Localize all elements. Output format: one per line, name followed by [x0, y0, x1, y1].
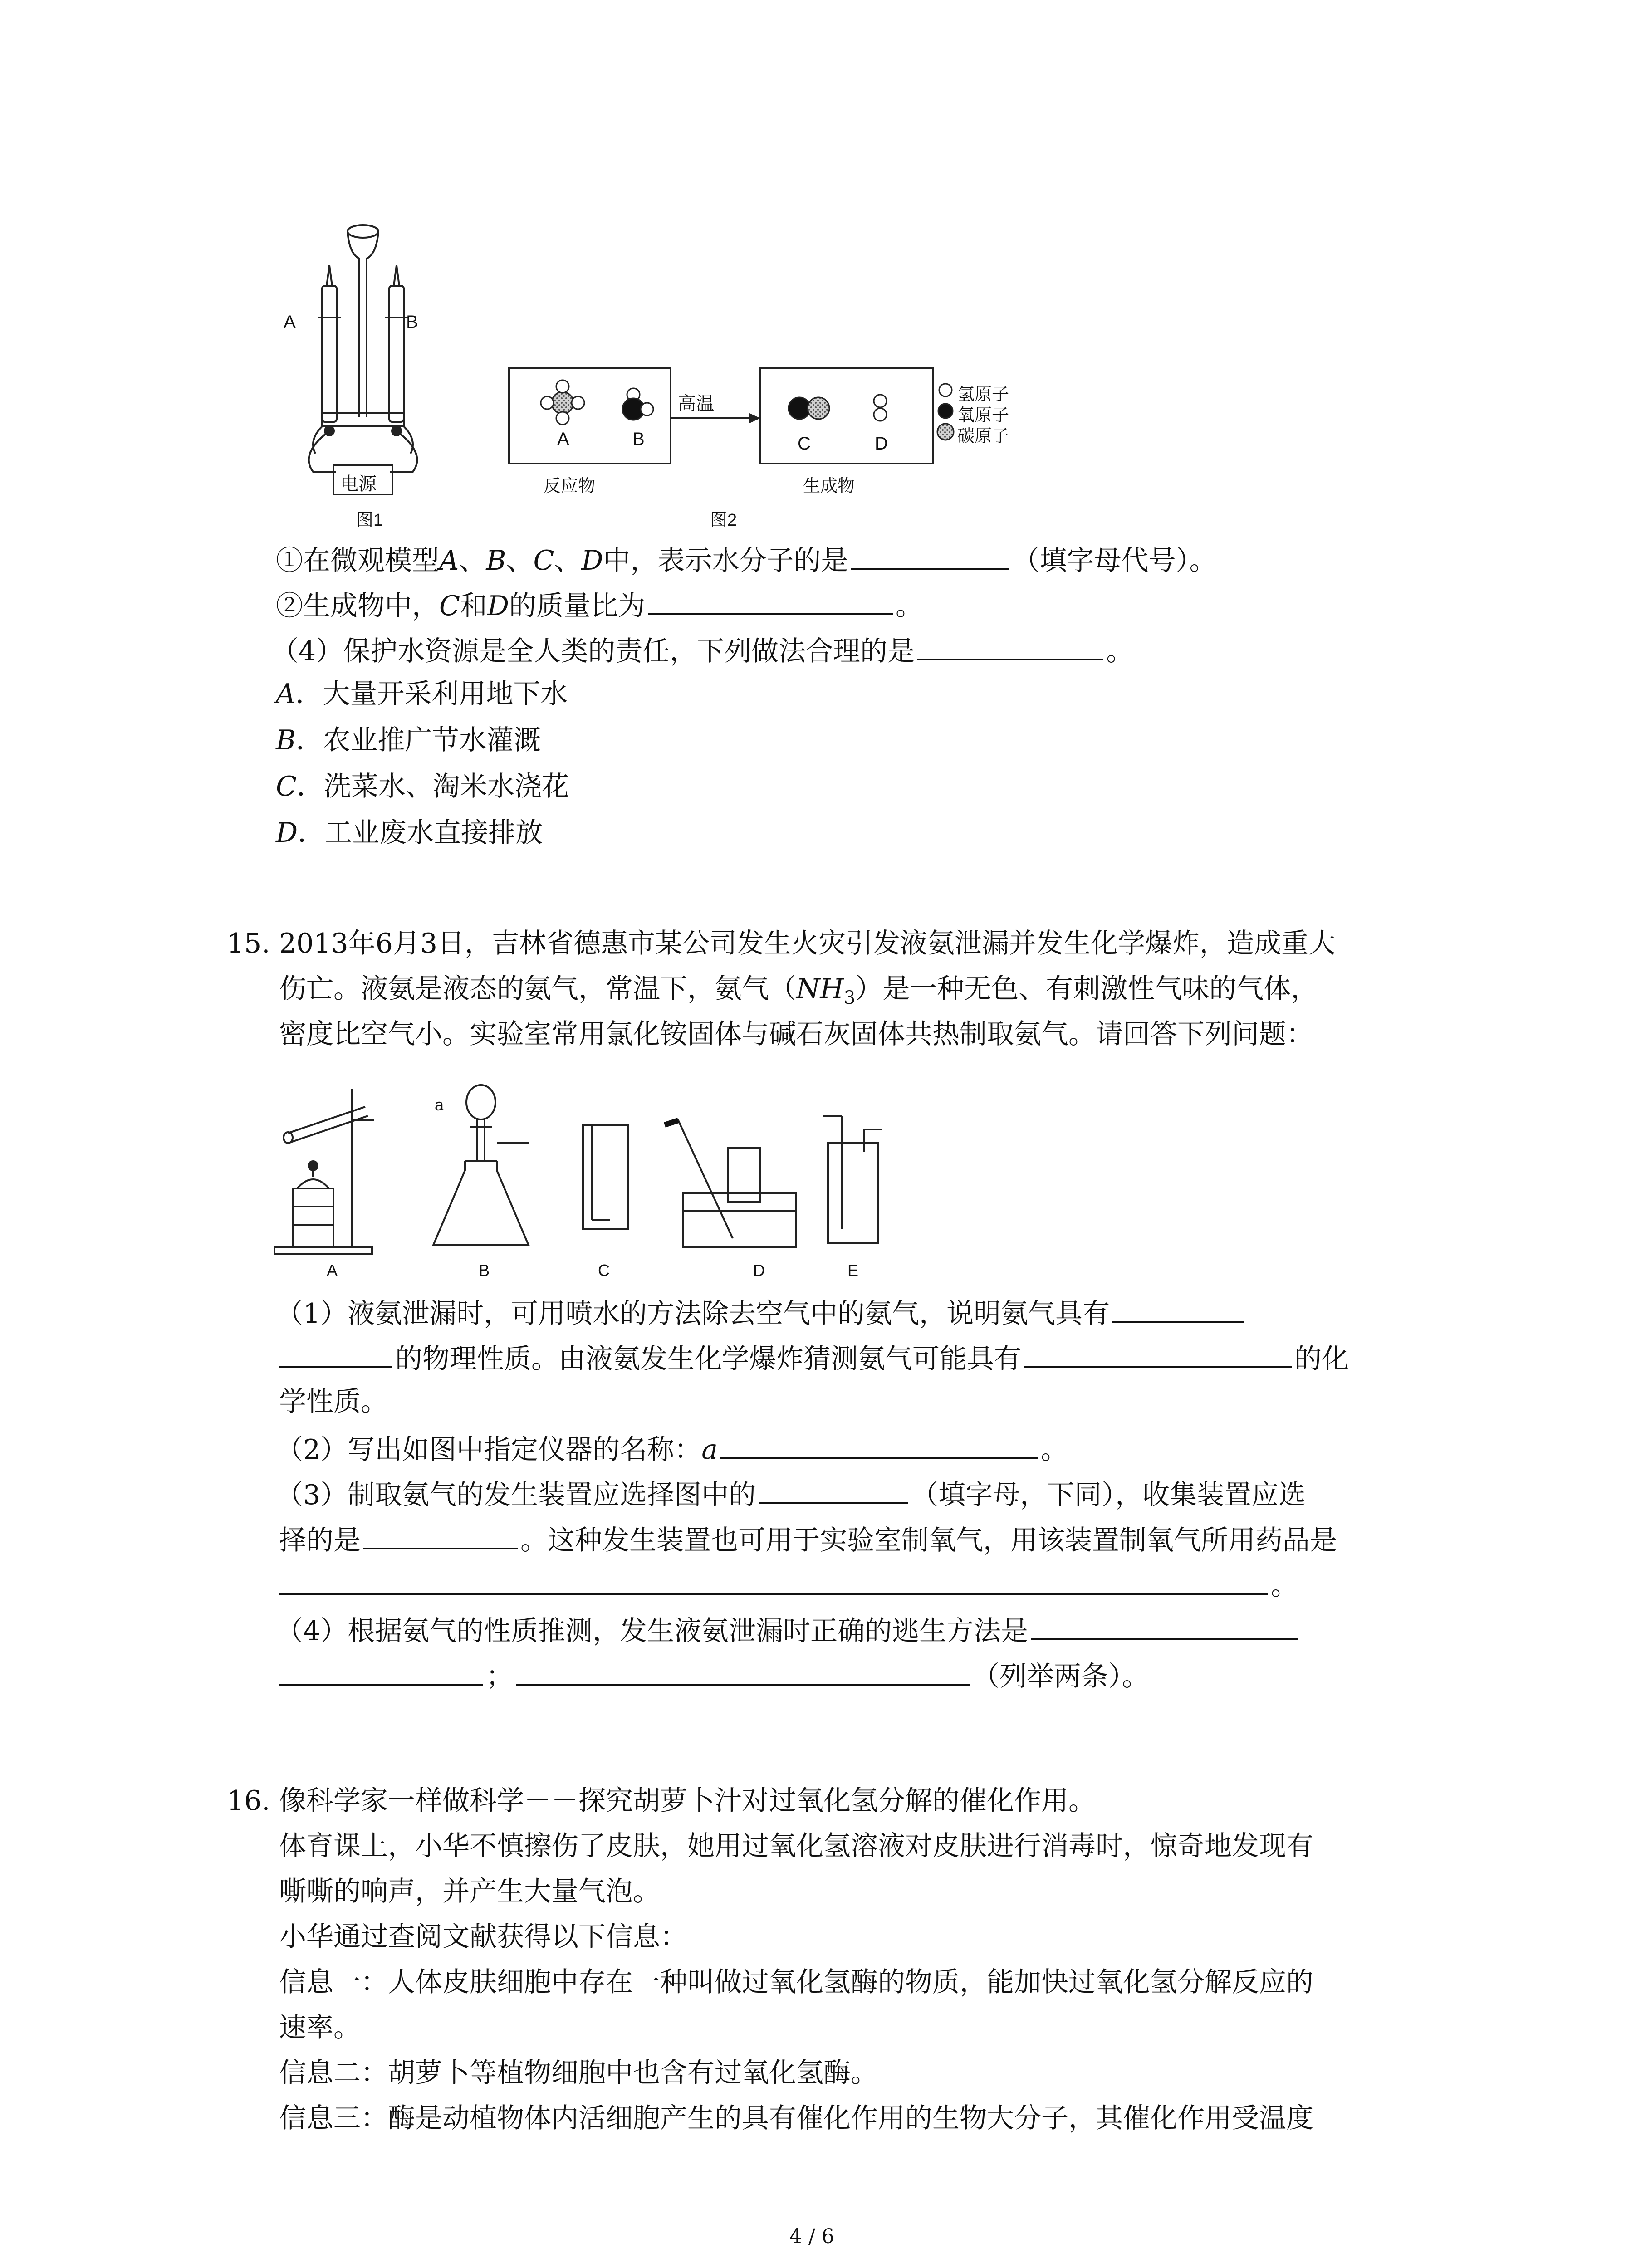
apparatus-label-a: A	[327, 1261, 338, 1280]
q16-line: 速率。	[279, 2012, 361, 2043]
q14-sub4: （4）保护水资源是全人类的责任，下列做法合理的是 。	[271, 631, 1133, 670]
q15-sub2: （2）写出如图中指定仪器的名称：a 。	[276, 1429, 1068, 1468]
q15-line1: 2013年6月3日，吉林省德惠市某公司发生火灾引发液氨泄漏并发生化学爆炸，造成重大	[279, 928, 1336, 959]
tube-a-label: A	[284, 312, 296, 332]
apparatus-drawing	[274, 1070, 901, 1270]
molecule-a	[541, 380, 584, 425]
q15-line3: 密度比空气小。实验室常用氯化铵固体与碱石灰固体共热制取氨气。请回答下列问题：	[279, 1018, 1313, 1050]
figure-1-electrolysis	[272, 218, 463, 544]
q16-line: 小华通过查阅文献获得以下信息：	[279, 1921, 687, 1953]
q14-option-a: A．大量开采利用地下水	[276, 678, 568, 710]
q15-sub3-line3: 。	[279, 1565, 1298, 1604]
arrow-condition-label: 高温	[678, 394, 714, 414]
figure-2-caption: 图2	[710, 511, 737, 530]
q14-option-c: C．洗菜水、淘米水浇花	[276, 771, 569, 802]
molecule-c-label: C	[798, 434, 811, 454]
q15-sub3-line1: （3）制取氨气的发生装置应选择图中的 （填字母，下同），收集装置应选	[276, 1474, 1306, 1513]
answer-blank-water-molecule[interactable]	[851, 540, 1009, 570]
q16-number: 16.	[227, 1785, 270, 1817]
answer-blank-physical-property-1[interactable]	[1112, 1293, 1244, 1323]
electrolysis-apparatus-drawing	[272, 218, 463, 544]
figure-1-caption: 图1	[356, 511, 383, 530]
q16-line: 像科学家一样做科学－－探究胡萝卜汁对过氧化氢分解的催化作用。	[279, 1785, 1096, 1817]
apparatus-label-c: C	[598, 1261, 610, 1280]
molecule-d-label: D	[875, 434, 888, 454]
legend-oxygen: 氧原子	[957, 406, 1009, 425]
apparatus-label-a-instrument: a	[435, 1095, 444, 1114]
figure-apparatus-a-to-e	[274, 1070, 901, 1270]
q14-sub1: ①在微观模型A、B、C、D中，表示水分子的是 （填字母代号）。	[276, 540, 1216, 579]
molecule-b	[622, 388, 653, 420]
power-supply-label: 电源	[340, 474, 377, 494]
q14-option-d: D．工业废水直接排放	[276, 817, 543, 849]
molecule-d	[874, 395, 887, 421]
legend-carbon: 碳原子	[957, 427, 1009, 446]
q15-sub4-line1: （4）根据氨气的性质推测，发生液氨泄漏时正确的逃生方法是	[276, 1610, 1301, 1649]
tube-b-label: B	[406, 312, 418, 332]
answer-blank-escape-2[interactable]	[516, 1656, 970, 1686]
q15-number: 15.	[227, 928, 270, 959]
apparatus-label-d: D	[753, 1261, 765, 1280]
apparatus-label-e: E	[847, 1261, 859, 1280]
q15-sub1-line3: 学性质。	[279, 1386, 388, 1418]
q14-option-b: B．农业推广节水灌溉	[276, 724, 541, 756]
answer-blank-water-protection[interactable]	[917, 631, 1103, 660]
answer-blank-collector[interactable]	[363, 1520, 518, 1549]
q14-sub2: ②生成物中，C和D的质量比为 。	[276, 585, 923, 624]
answer-blank-reagents[interactable]	[279, 1565, 1268, 1595]
q15-sub1-line1: （1）液氨泄漏时，可用喷水的方法除去空气中的氨气，说明氨气具有	[276, 1293, 1247, 1332]
legend-hydrogen: 氢原子	[957, 385, 1009, 404]
molecule-c	[789, 397, 829, 419]
page-number: 4 / 6	[789, 2225, 834, 2248]
q15-line2: 伤亡。液氨是液态的氨气，常温下，氨气$(NH_3)$是一种无色、有刺激性气味的气体，	[279, 973, 1318, 1008]
q15-sub3-line2: 择的是 。这种发生装置也可用于实验室制氧气，用该装置制氧气所用药品是	[279, 1520, 1337, 1559]
molecule-a-label: A	[557, 429, 569, 449]
answer-blank-chemical-property[interactable]	[1024, 1338, 1292, 1368]
q16-line: 信息二：胡萝卜等植物细胞中也含有过氧化氢酶。	[279, 2057, 878, 2089]
q15-sub4-line2: ； （列举两条）。	[279, 1656, 1149, 1695]
answer-blank-generator[interactable]	[759, 1474, 908, 1504]
apparatus-label-b: B	[479, 1261, 490, 1280]
q16-line: 嘶嘶的响声，并产生大量气泡。	[279, 1876, 660, 1907]
q16-line: 体育课上，小华不慎擦伤了皮肤，她用过氧化氢溶液对皮肤进行消毒时，惊奇地发现有	[279, 1830, 1313, 1862]
q16-line: 信息三：酶是动植物体内活细胞产生的具有催化作用的生物大分子，其催化作用受温度	[279, 2102, 1313, 2134]
products-label: 生成物	[803, 477, 855, 496]
q15-sub1-line2: 的物理性质。由液氨发生化学爆炸猜测氨气可能具有 的化	[279, 1338, 1349, 1377]
answer-blank-escape-1a[interactable]	[1031, 1610, 1298, 1640]
answer-blank-escape-1b[interactable]	[279, 1656, 483, 1686]
answer-blank-physical-property-2[interactable]	[279, 1338, 392, 1368]
answer-blank-mass-ratio[interactable]	[648, 585, 893, 615]
q16-line: 信息一：人体皮肤细胞中存在一种叫做过氧化氢酶的物质，能加快过氧化氢分解反应的	[279, 1966, 1313, 1998]
molecule-b-label: B	[632, 429, 645, 449]
answer-blank-instrument-name[interactable]	[720, 1429, 1038, 1459]
reactants-label: 反应物	[544, 477, 596, 496]
